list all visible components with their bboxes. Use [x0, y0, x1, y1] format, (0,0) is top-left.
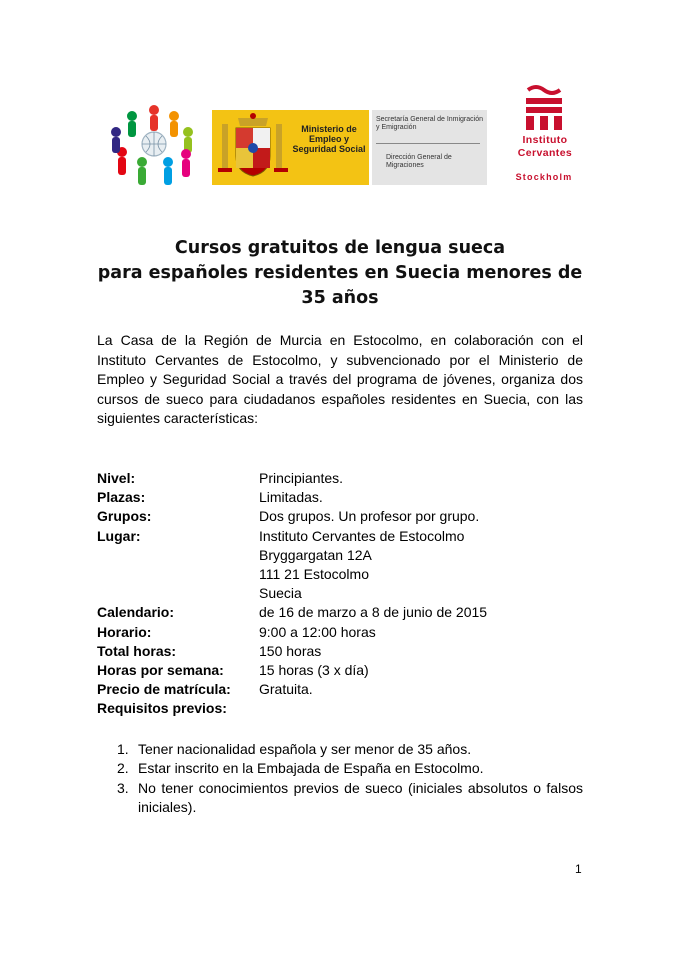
detail-value: Suecia — [259, 585, 302, 602]
list-number: 1. — [117, 741, 129, 757]
title-line-1: Cursos gratuitos de lengua sueca — [174, 238, 506, 258]
detail-row — [97, 680, 587, 699]
detail-label: Calendario: — [97, 604, 175, 621]
list-text: Estar inscrito en la Embajada de España en Estocolmo. — [138, 760, 484, 777]
detail-value: Dos grupos. Un profesor por grupo. — [259, 508, 480, 525]
direccion-name: Dirección General de Migraciones — [386, 154, 452, 169]
secretaria-name: Secretaría General de Inmigración y Emigración — [376, 116, 483, 131]
detail-label — [97, 546, 259, 565]
detail-label: Precio de matrícula: — [97, 681, 231, 698]
detail-label: Plazas: — [97, 489, 146, 506]
requirements-list — [117, 740, 583, 818]
detail-row — [97, 546, 587, 565]
list-item — [117, 759, 583, 778]
detail-value: Principiantes. — [259, 470, 344, 486]
secretaria-logo — [372, 110, 487, 185]
detail-label: Nivel: — [97, 470, 136, 486]
title-line-2: para españoles residentes en Suecia menores de — [97, 263, 583, 283]
title-line-3: 35 años — [301, 288, 379, 308]
spain-coat-of-arms-icon — [214, 110, 292, 185]
instituto-cervantes-logo — [500, 84, 588, 188]
detail-row — [97, 565, 587, 584]
list-item — [117, 779, 583, 818]
detail-row — [97, 584, 587, 603]
list-number: 2. — [117, 760, 129, 777]
list-text: Tener nacionalidad española y ser menor de 35 años. — [138, 741, 472, 757]
detail-value: Gratuita. — [259, 681, 313, 698]
ministry-logo — [212, 110, 369, 185]
detail-value — [259, 699, 587, 718]
detail-row — [97, 469, 587, 488]
detail-value: 9:00 a 12:00 horas — [259, 623, 376, 640]
intro-paragraph: La Casa de la Región de Murcia en Estocolmo, en colaboración con el Instituto Cervantes de Estocolmo, y subvencionado por el Ministerio de Empleo y Seguridad Social a través del programa de jóvenes, organiza dos cursos de sueco para ciudadanos españoles residentes en Suecia, con las siguientes características: — [97, 332, 583, 427]
detail-value: Bryggargatan 12A — [259, 546, 372, 563]
divider — [376, 143, 480, 144]
detail-value: 15 horas (3 x día) — [259, 662, 369, 679]
detail-label: Horas por semana: — [97, 662, 224, 679]
detail-label — [97, 584, 259, 603]
detail-label: Lugar: — [97, 527, 141, 544]
detail-value: Instituto Cervantes de Estocolmo — [259, 527, 465, 544]
people-circle-logo — [106, 102, 202, 186]
list-number: 3. — [117, 779, 129, 796]
document-title — [80, 236, 600, 311]
detail-label: Horario: — [97, 623, 152, 640]
cervantes-city: Stockholm — [515, 172, 573, 182]
cervantes-word-cervantes: Cervantes — [517, 147, 573, 159]
detail-row — [97, 623, 587, 642]
ministry-name: Ministerio de Empleo y Seguridad Social — [292, 124, 366, 154]
detail-label: Requisitos previos: — [97, 700, 227, 717]
detail-label: Grupos: — [97, 508, 152, 525]
detail-label — [97, 565, 259, 584]
detail-row — [97, 507, 587, 526]
list-text: No tener conocimientos previos de sueco (iniciales absolutos o falsos iniciales). — [138, 779, 583, 816]
list-item — [117, 740, 583, 759]
detail-value: Limitadas. — [259, 489, 323, 506]
course-details — [97, 469, 587, 719]
detail-value: 150 horas — [259, 642, 322, 659]
detail-label: Total horas: — [97, 642, 177, 659]
cervantes-n-icon — [500, 84, 588, 134]
detail-row — [97, 642, 587, 661]
cervantes-word-instituto: Instituto — [522, 134, 568, 146]
page-number: 1 — [575, 862, 582, 876]
detail-value: de 16 de marzo a 8 de junio de 2015 — [259, 604, 488, 621]
detail-row — [97, 661, 587, 680]
detail-row — [97, 527, 587, 546]
detail-row — [97, 488, 587, 507]
detail-value: 111 21 Estocolmo — [259, 566, 369, 583]
detail-row — [97, 603, 587, 622]
detail-row — [97, 699, 587, 718]
